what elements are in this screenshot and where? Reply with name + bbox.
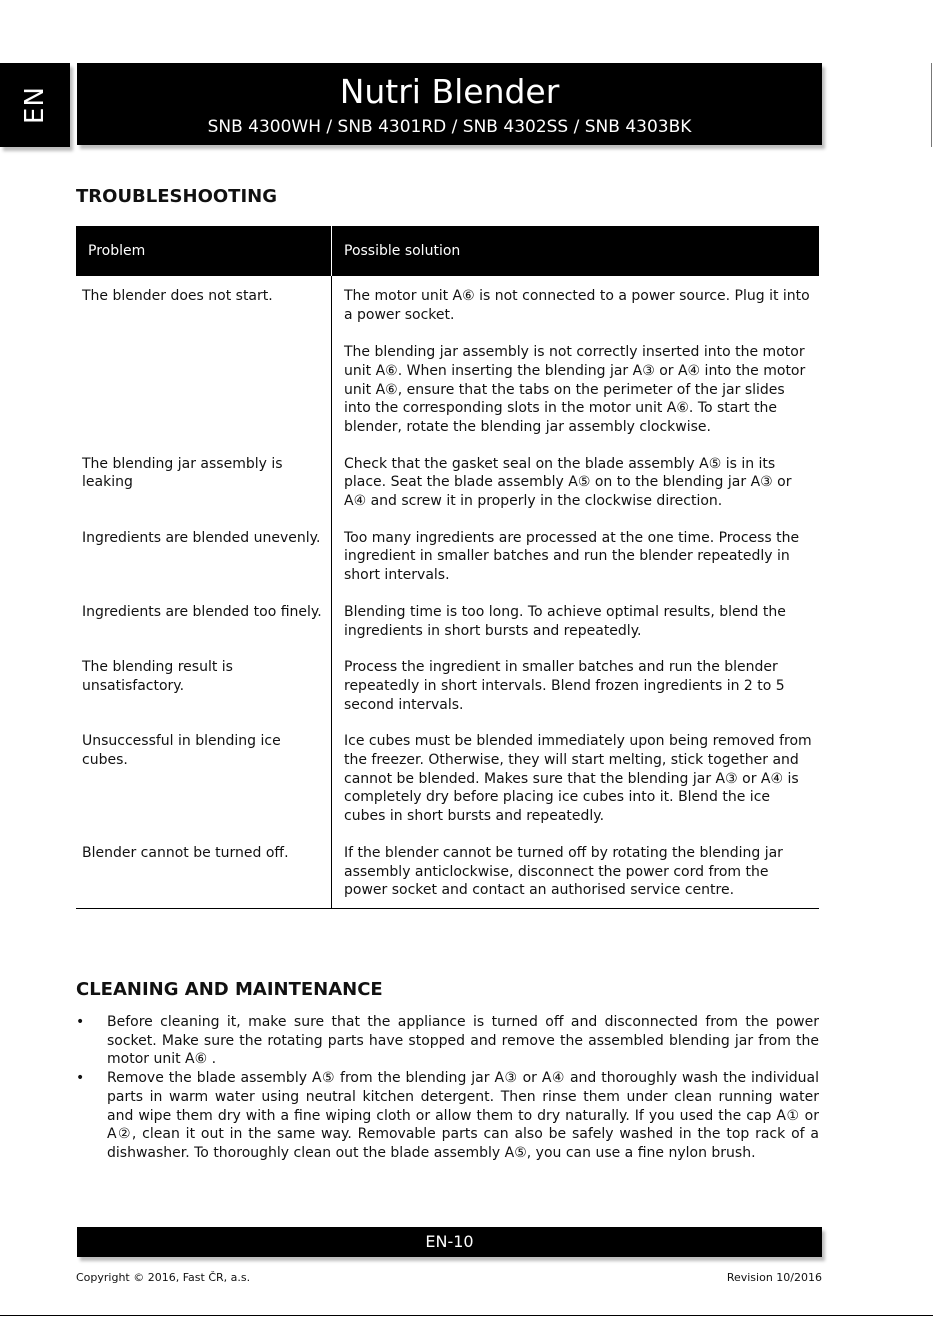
troubleshooting-heading: TROUBLESHOOTING	[76, 186, 277, 207]
solution-cell	[332, 844, 820, 909]
solution-cell	[332, 732, 820, 844]
solution-text: Check that the gasket seal on the blade assembly A⑤ is in its place. Seat the blade assembly A⑤ on to the blending jar A③ or A④ and screw it in properly in the clockwise direction.	[344, 455, 792, 510]
problem-cell: Blender cannot be turned off.	[76, 844, 332, 909]
table-row	[76, 844, 819, 909]
list-item	[76, 1069, 819, 1163]
product-title: Nutri Blender	[339, 72, 560, 111]
bullet-icon: •	[76, 1014, 85, 1030]
bullet-icon: •	[76, 1070, 85, 1087]
page-edge-mark	[931, 63, 932, 147]
solution-cell	[332, 455, 820, 529]
page-number: EN-10	[425, 1232, 474, 1251]
list-item-text: Remove the blade assembly A⑤ from the blending jar A③ or A④ and thoroughly wash the individual parts in warm water using neutral kitchen detergent. Then rinse them under clean running water and wipe them dry with a fine wiping cloth or allow them to dry naturally. If you used the cap A① or A②, clean it out in the same way. Removable parts can also be safely washed in the top rack of a dishwasher. To thoroughly clean out the blade assembly A⑤, you can use a fine nylon brush.	[107, 1070, 819, 1161]
list-item	[76, 1013, 819, 1069]
bottom-divider	[0, 1315, 933, 1316]
problem-cell: Unsuccessful in blending ice cubes.	[76, 732, 332, 844]
solution-text: Blending time is too long. To achieve optimal results, blend the ingredients in short bursts and repeatedly.	[344, 603, 786, 639]
solution-cell	[332, 603, 820, 658]
problem-cell: The blending jar assembly is leaking	[76, 455, 332, 529]
revision-text: Revision 10/2016	[726, 1271, 822, 1284]
column-header-problem: Problem	[76, 226, 332, 276]
solution-text: Too many ingredients are processed at the one time. Process the ingredient in smaller batches and run the blender repeatedly in short intervals.	[344, 529, 800, 584]
table-row	[76, 658, 819, 732]
table-row	[76, 455, 819, 529]
table-row	[76, 276, 819, 455]
solution-cell	[332, 529, 820, 603]
solution-text: The motor unit A⑥ is not connected to a power source. Plug it into a power socket.	[344, 288, 810, 323]
footer-page-bar	[77, 1227, 822, 1257]
problem-cell: Ingredients are blended too finely.	[76, 603, 332, 658]
model-numbers: SNB 4300WH / SNB 4301RD / SNB 4302SS / SNB 4303BK	[207, 117, 692, 137]
solution-text: If the blender cannot be turned off by rotating the blending jar assembly anticlockwise, disconnect the power cord from the power socket and contact an authorised service centre.	[344, 844, 783, 899]
cleaning-list	[76, 1013, 819, 1163]
table-row	[76, 529, 819, 603]
column-header-solution: Possible solution	[332, 226, 820, 276]
problem-cell: The blending result is unsatisfactory.	[76, 658, 332, 732]
troubleshooting-table	[76, 226, 819, 909]
solution-text: Ice cubes must be blended immediately upon being removed from the freezer. Otherwise, they will start melting, stick together and cannot be blended. Makes sure that the blending jar A③ or A④ is completely dry before placing ice cubes into it. Blend the ice cubes in short bursts and repeatedly.	[344, 733, 812, 825]
language-tab	[0, 63, 70, 147]
list-item-text: Before cleaning it, make sure that the appliance is turned off and disconnected from the power socket. Make sure the rotating parts have stopped and remove the assembled blending jar from the motor unit A⑥ .	[107, 1014, 819, 1068]
table-row	[76, 732, 819, 844]
problem-cell: Ingredients are blended unevenly.	[76, 529, 332, 603]
cleaning-heading: CLEANING AND MAINTENANCE	[76, 979, 383, 1000]
header-banner	[77, 63, 822, 145]
solution-text: Process the ingredient in smaller batches and run the blender repeatedly in short intervals. Blend frozen ingredients in 2 to 5 second intervals.	[344, 659, 785, 713]
table-row	[76, 603, 819, 658]
solution-text: The blending jar assembly is not correctly inserted into the motor unit A⑥. When inserting the blending jar A③ or A④ into the motor unit A⑥, ensure that the tabs on the perimeter of the jar slides into the corresponding slots in the motor unit A⑥. To start the blender, rotate the blending jar assembly clockwise.	[344, 344, 806, 435]
solution-cell	[332, 658, 820, 732]
solution-cell	[332, 276, 820, 455]
table-header-row	[76, 226, 819, 276]
language-tab-label: EN	[19, 86, 50, 124]
copyright-text: Copyright © 2016, Fast ČR, a.s.	[76, 1271, 251, 1284]
problem-cell: The blender does not start.	[76, 276, 332, 455]
